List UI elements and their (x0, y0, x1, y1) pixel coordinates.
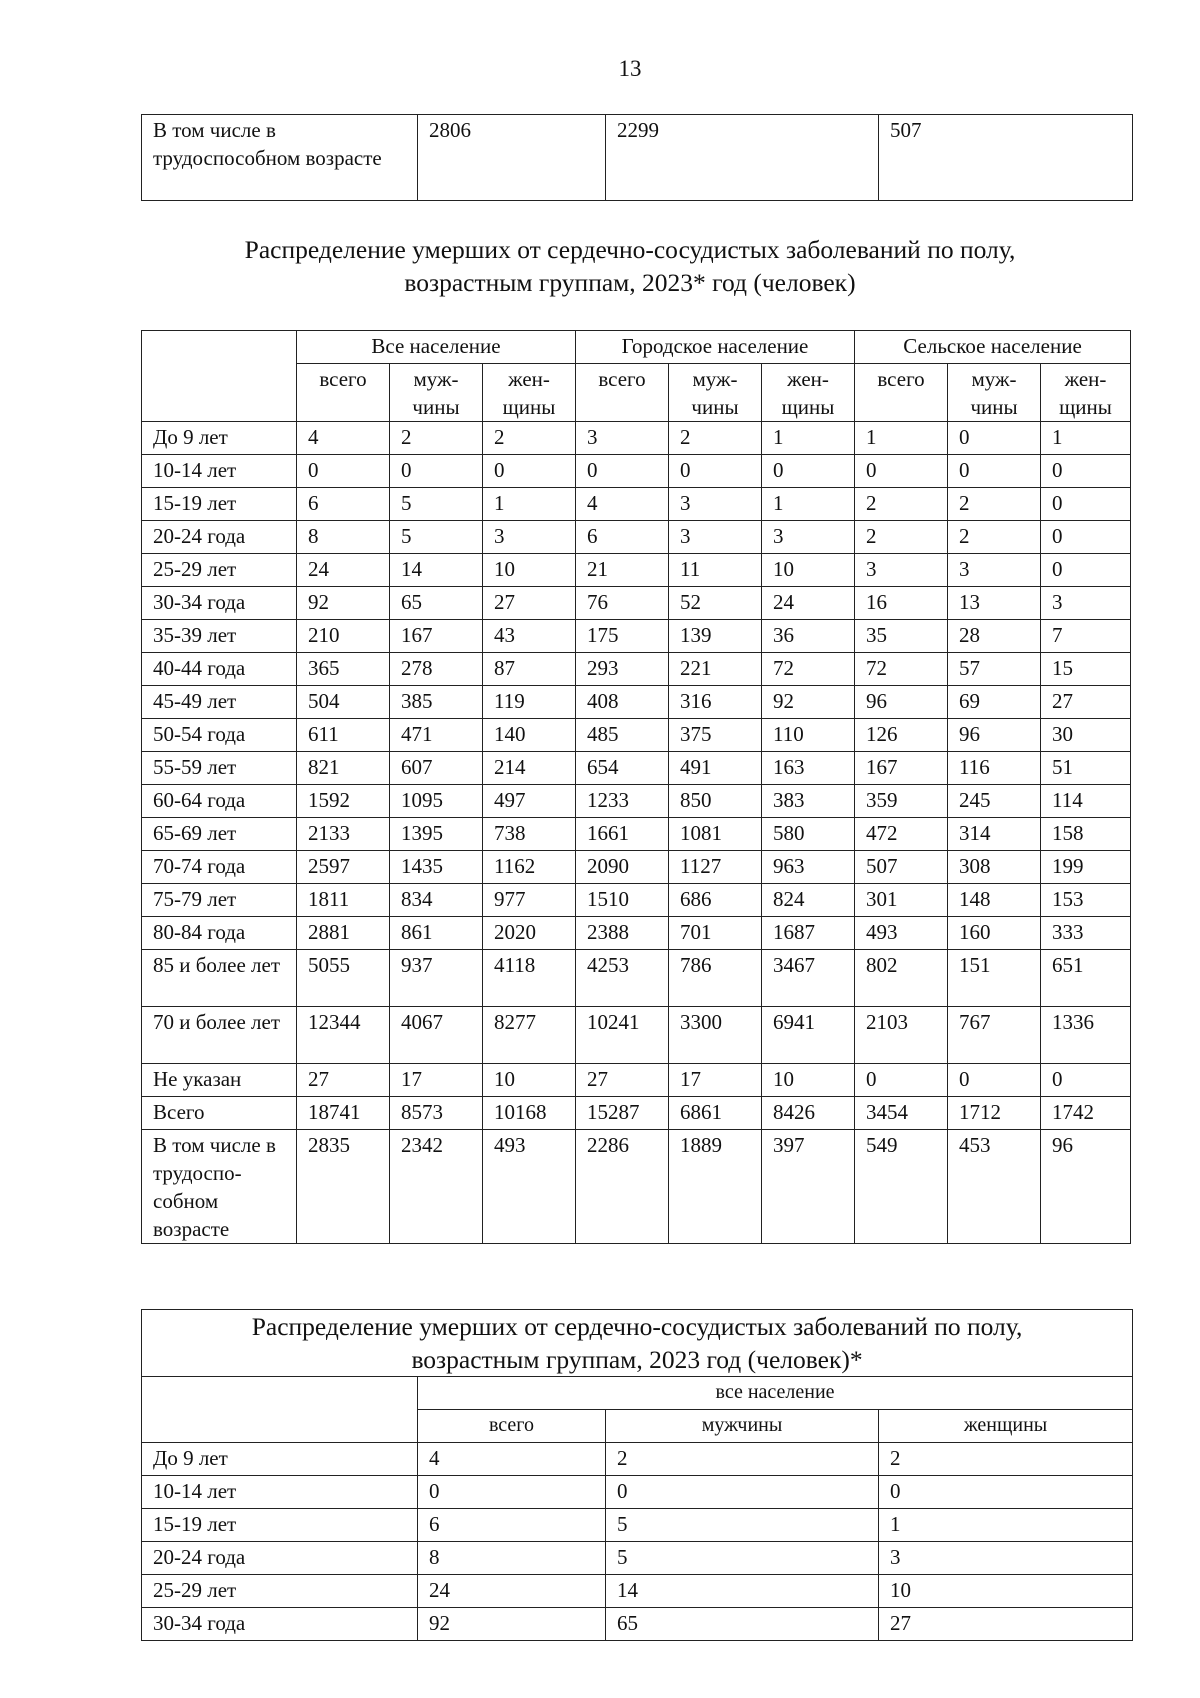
cell: 6 (297, 488, 390, 521)
cell: 119 (483, 686, 576, 719)
cell: 1095 (390, 785, 483, 818)
cell: 0 (483, 455, 576, 488)
title-line: Распределение умерших от сердечно-сосудистых заболеваний по полу, (251, 1312, 1023, 1341)
cell: 1336 (1041, 1007, 1131, 1064)
cell: 802 (855, 950, 948, 1007)
table-row (142, 1608, 1133, 1641)
cell: 3 (1041, 587, 1131, 620)
cell: 4253 (576, 950, 669, 1007)
cell: 3 (855, 554, 948, 587)
row-label: 20-24 года (142, 521, 297, 554)
cell: 24 (762, 587, 855, 620)
cell: 14 (390, 554, 483, 587)
row-label: 50-54 года (142, 719, 297, 752)
col-header: женщины (879, 1410, 1133, 1443)
cell: 937 (390, 950, 483, 1007)
row-label: Не указан (142, 1064, 297, 1097)
cell: 28 (948, 620, 1041, 653)
table-row (142, 950, 1131, 1007)
cell: 301 (855, 884, 948, 917)
cell: 2090 (576, 851, 669, 884)
cell: 210 (297, 620, 390, 653)
col-header: всего (855, 364, 948, 422)
cell: 3467 (762, 950, 855, 1007)
cell: 5 (606, 1542, 879, 1575)
table-row (142, 719, 1131, 752)
cell: 2020 (483, 917, 576, 950)
cell: 14 (606, 1575, 879, 1608)
cell: 245 (948, 785, 1041, 818)
row-label: 55-59 лет (142, 752, 297, 785)
cell: 5 (390, 521, 483, 554)
row-label: 15-19 лет (142, 488, 297, 521)
cell: 96 (948, 719, 1041, 752)
row-label: В том числе в трудоспо-собном возрасте (142, 1130, 297, 1244)
row-label: 80-84 года (142, 917, 297, 950)
cell: 27 (483, 587, 576, 620)
cell: 2 (390, 422, 483, 455)
cell: 17 (390, 1064, 483, 1097)
cell: 0 (1041, 521, 1131, 554)
row-label: 70 и более лет (142, 1007, 297, 1064)
cell: 0 (855, 455, 948, 488)
cell: 92 (418, 1608, 606, 1641)
cell: 57 (948, 653, 1041, 686)
cell: 491 (669, 752, 762, 785)
group-header: Все население (297, 331, 576, 364)
col-header: всего (576, 364, 669, 422)
cell: 1081 (669, 818, 762, 851)
table-row (142, 917, 1131, 950)
cell: 1811 (297, 884, 390, 917)
cell: 2 (879, 1443, 1133, 1476)
cell: 0 (1041, 554, 1131, 587)
row-label: В том числе в трудоспособном возрасте (142, 115, 418, 201)
cell: 0 (855, 1064, 948, 1097)
row-label: 20-24 года (142, 1542, 418, 1575)
cell: 365 (297, 653, 390, 686)
table-row (142, 1007, 1131, 1064)
cell: 3454 (855, 1097, 948, 1130)
row-label: 25-29 лет (142, 1575, 418, 1608)
cell: 35 (855, 620, 948, 653)
cell: 65 (606, 1608, 879, 1641)
cell: 293 (576, 653, 669, 686)
cell: 69 (948, 686, 1041, 719)
cell: 471 (390, 719, 483, 752)
row-label: 75-79 лет (142, 884, 297, 917)
cell: 686 (669, 884, 762, 917)
row-label: 85 и более лет (142, 950, 297, 1007)
cell: 114 (1041, 785, 1131, 818)
col-header: мужчины (606, 1410, 879, 1443)
cell: 76 (576, 587, 669, 620)
cell: 3 (879, 1542, 1133, 1575)
cell: 977 (483, 884, 576, 917)
row-label: 10-14 лет (142, 455, 297, 488)
cell: 72 (855, 653, 948, 686)
cell: 12344 (297, 1007, 390, 1064)
cell: 701 (669, 917, 762, 950)
cell: 3 (483, 521, 576, 554)
cell: 51 (1041, 752, 1131, 785)
cell: 453 (948, 1130, 1041, 1244)
cell: 151 (948, 950, 1041, 1007)
cell: 316 (669, 686, 762, 719)
cell: 654 (576, 752, 669, 785)
cell: 2597 (297, 851, 390, 884)
cell: 333 (1041, 917, 1131, 950)
cell: 1 (762, 422, 855, 455)
cell: 0 (297, 455, 390, 488)
cell: 8573 (390, 1097, 483, 1130)
cell: 1395 (390, 818, 483, 851)
cell: 24 (297, 554, 390, 587)
table-row (142, 1542, 1133, 1575)
cell: 963 (762, 851, 855, 884)
table-row (142, 521, 1131, 554)
cell: 507 (879, 115, 1133, 201)
table-row (142, 851, 1131, 884)
cell: 221 (669, 653, 762, 686)
title-line: возрастным группам, 2023* год (человек) (404, 268, 856, 297)
cell: 87 (483, 653, 576, 686)
cell: 8426 (762, 1097, 855, 1130)
cell: 1661 (576, 818, 669, 851)
cell: 0 (762, 455, 855, 488)
cell: 153 (1041, 884, 1131, 917)
row-label: 60-64 года (142, 785, 297, 818)
cell: 2 (948, 521, 1041, 554)
cell: 148 (948, 884, 1041, 917)
cell: 1712 (948, 1097, 1041, 1130)
cell: 126 (855, 719, 948, 752)
cell: 2299 (606, 115, 879, 201)
row-label: 10-14 лет (142, 1476, 418, 1509)
table-row (142, 785, 1131, 818)
cell: 1 (762, 488, 855, 521)
cell: 16 (855, 587, 948, 620)
corner-cell (142, 1377, 418, 1443)
table-row (142, 653, 1131, 686)
cell: 6 (576, 521, 669, 554)
group-header: все население (418, 1377, 1133, 1410)
cell: 10241 (576, 1007, 669, 1064)
cell: 549 (855, 1130, 948, 1244)
cell: 10168 (483, 1097, 576, 1130)
cell: 2286 (576, 1130, 669, 1244)
title-line: возрастным группам, 2023 год (человек)* (411, 1345, 863, 1374)
cell: 3300 (669, 1007, 762, 1064)
cell: 485 (576, 719, 669, 752)
cell: 0 (418, 1476, 606, 1509)
col-header: жен-щины (1041, 364, 1131, 422)
cell: 4067 (390, 1007, 483, 1064)
cell: 308 (948, 851, 1041, 884)
cell: 1510 (576, 884, 669, 917)
table-row (142, 488, 1131, 521)
page-number: 13 (618, 56, 642, 81)
row-label: 35-39 лет (142, 620, 297, 653)
title-line: Распределение умерших от сердечно-сосудистых заболеваний по полу, (244, 235, 1016, 264)
cell: 2835 (297, 1130, 390, 1244)
cell: 21 (576, 554, 669, 587)
cell: 383 (762, 785, 855, 818)
cell: 4 (418, 1443, 606, 1476)
cell: 92 (762, 686, 855, 719)
row-label: До 9 лет (142, 1443, 418, 1476)
table-row (142, 1476, 1133, 1509)
row-label: 45-49 лет (142, 686, 297, 719)
header-row (142, 1377, 1133, 1410)
cell: 2 (855, 488, 948, 521)
cell: 140 (483, 719, 576, 752)
cell: 375 (669, 719, 762, 752)
cell: 3 (669, 488, 762, 521)
cell: 497 (483, 785, 576, 818)
cell: 139 (669, 620, 762, 653)
cell: 10 (762, 554, 855, 587)
cell: 10 (483, 1064, 576, 1097)
cell: 651 (1041, 950, 1131, 1007)
cell: 116 (948, 752, 1041, 785)
row-label: 30-34 года (142, 587, 297, 620)
cell: 834 (390, 884, 483, 917)
cell: 507 (855, 851, 948, 884)
cell: 160 (948, 917, 1041, 950)
cell: 167 (390, 620, 483, 653)
cell: 1 (483, 488, 576, 521)
cell: 0 (669, 455, 762, 488)
table2-title (142, 1310, 1133, 1377)
cell: 92 (297, 587, 390, 620)
cell: 167 (855, 752, 948, 785)
row-label: 65-69 лет (142, 818, 297, 851)
cell: 4118 (483, 950, 576, 1007)
cell: 13 (948, 587, 1041, 620)
table-row (142, 115, 1133, 201)
cell: 0 (879, 1476, 1133, 1509)
table-row (142, 1575, 1133, 1608)
cell: 2806 (418, 115, 606, 201)
cell: 163 (762, 752, 855, 785)
cell: 278 (390, 653, 483, 686)
cell: 5 (390, 488, 483, 521)
cell: 24 (418, 1575, 606, 1608)
cell: 72 (762, 653, 855, 686)
cell: 504 (297, 686, 390, 719)
cell: 27 (879, 1608, 1133, 1641)
row-label: Всего (142, 1097, 297, 1130)
cell: 314 (948, 818, 1041, 851)
col-header: всего (418, 1410, 606, 1443)
row-label: 15-19 лет (142, 1509, 418, 1542)
col-header: всего (297, 364, 390, 422)
cell: 0 (576, 455, 669, 488)
row-label: 30-34 года (142, 1608, 418, 1641)
cell: 824 (762, 884, 855, 917)
col-header: муж-чины (669, 364, 762, 422)
cell: 5055 (297, 950, 390, 1007)
cell: 0 (948, 455, 1041, 488)
row-label: 70-74 года (142, 851, 297, 884)
row-label: 40-44 года (142, 653, 297, 686)
cell: 65 (390, 587, 483, 620)
table-row (142, 752, 1131, 785)
cell: 1889 (669, 1130, 762, 1244)
cell: 27 (1041, 686, 1131, 719)
cell: 6 (418, 1509, 606, 1542)
table-row (142, 1509, 1133, 1542)
cell: 1 (855, 422, 948, 455)
cell: 96 (855, 686, 948, 719)
cell: 2133 (297, 818, 390, 851)
cell: 5 (606, 1509, 879, 1542)
cell: 0 (1041, 1064, 1131, 1097)
col-header: муж-чины (948, 364, 1041, 422)
cell: 175 (576, 620, 669, 653)
col-header: жен-щины (483, 364, 576, 422)
cell: 861 (390, 917, 483, 950)
col-header: жен-щины (762, 364, 855, 422)
cell: 385 (390, 686, 483, 719)
cell: 0 (1041, 488, 1131, 521)
cell: 43 (483, 620, 576, 653)
table-row (142, 1130, 1131, 1244)
table-row (142, 686, 1131, 719)
cell: 2 (606, 1443, 879, 1476)
top-continuation-table (141, 114, 1133, 201)
table1-title (150, 233, 1110, 299)
cell: 17 (669, 1064, 762, 1097)
cell: 493 (855, 917, 948, 950)
cell: 3 (948, 554, 1041, 587)
col-header: муж-чины (390, 364, 483, 422)
cell: 1127 (669, 851, 762, 884)
cell: 3 (762, 521, 855, 554)
cell: 397 (762, 1130, 855, 1244)
cell: 4 (576, 488, 669, 521)
cell: 11 (669, 554, 762, 587)
cell: 767 (948, 1007, 1041, 1064)
cell: 0 (1041, 455, 1131, 488)
header-row (142, 331, 1131, 364)
cell: 30 (1041, 719, 1131, 752)
cell: 1687 (762, 917, 855, 950)
cell: 2 (855, 521, 948, 554)
cell: 850 (669, 785, 762, 818)
cell: 3 (576, 422, 669, 455)
cell: 2388 (576, 917, 669, 950)
table-row (142, 1443, 1133, 1476)
cell: 4 (297, 422, 390, 455)
cell: 8 (297, 521, 390, 554)
cell: 821 (297, 752, 390, 785)
cell: 359 (855, 785, 948, 818)
table-row (142, 1097, 1131, 1130)
row-label: 25-29 лет (142, 554, 297, 587)
cell: 18741 (297, 1097, 390, 1130)
cell: 8277 (483, 1007, 576, 1064)
cell: 96 (1041, 1130, 1131, 1244)
cell: 158 (1041, 818, 1131, 851)
cell: 15 (1041, 653, 1131, 686)
cell: 2 (483, 422, 576, 455)
row-label: До 9 лет (142, 422, 297, 455)
cell: 408 (576, 686, 669, 719)
cell: 1592 (297, 785, 390, 818)
cell: 199 (1041, 851, 1131, 884)
cell: 472 (855, 818, 948, 851)
cell: 214 (483, 752, 576, 785)
cell: 2881 (297, 917, 390, 950)
table-row (142, 884, 1131, 917)
cell: 8 (418, 1542, 606, 1575)
corner-cell (142, 331, 297, 422)
cell: 27 (576, 1064, 669, 1097)
cell: 52 (669, 587, 762, 620)
table-row (142, 1064, 1131, 1097)
cell: 2103 (855, 1007, 948, 1064)
cell: 10 (762, 1064, 855, 1097)
cell: 1 (879, 1509, 1133, 1542)
cell: 3 (669, 521, 762, 554)
cell: 786 (669, 950, 762, 1007)
group-header: Сельское население (855, 331, 1131, 364)
cell: 0 (948, 1064, 1041, 1097)
table-row (142, 554, 1131, 587)
cell: 0 (390, 455, 483, 488)
cell: 36 (762, 620, 855, 653)
table-row (142, 587, 1131, 620)
cell: 7 (1041, 620, 1131, 653)
cell: 2 (948, 488, 1041, 521)
cell: 6941 (762, 1007, 855, 1064)
cell: 2 (669, 422, 762, 455)
cell: 2342 (390, 1130, 483, 1244)
mortality-table-all (141, 1309, 1133, 1641)
cell: 611 (297, 719, 390, 752)
cell: 607 (390, 752, 483, 785)
cell: 6861 (669, 1097, 762, 1130)
cell: 0 (948, 422, 1041, 455)
cell: 1742 (1041, 1097, 1131, 1130)
cell: 10 (879, 1575, 1133, 1608)
cell: 738 (483, 818, 576, 851)
title-row (142, 1310, 1133, 1377)
table-row (142, 620, 1131, 653)
cell: 1162 (483, 851, 576, 884)
table-row (142, 422, 1131, 455)
cell: 15287 (576, 1097, 669, 1130)
cell: 1 (1041, 422, 1131, 455)
cell: 110 (762, 719, 855, 752)
table-row (142, 455, 1131, 488)
group-header: Городское население (576, 331, 855, 364)
cell: 10 (483, 554, 576, 587)
cell: 0 (606, 1476, 879, 1509)
cell: 1435 (390, 851, 483, 884)
cell: 1233 (576, 785, 669, 818)
mortality-table (141, 330, 1131, 1244)
cell: 493 (483, 1130, 576, 1244)
table-row (142, 818, 1131, 851)
cell: 580 (762, 818, 855, 851)
cell: 27 (297, 1064, 390, 1097)
